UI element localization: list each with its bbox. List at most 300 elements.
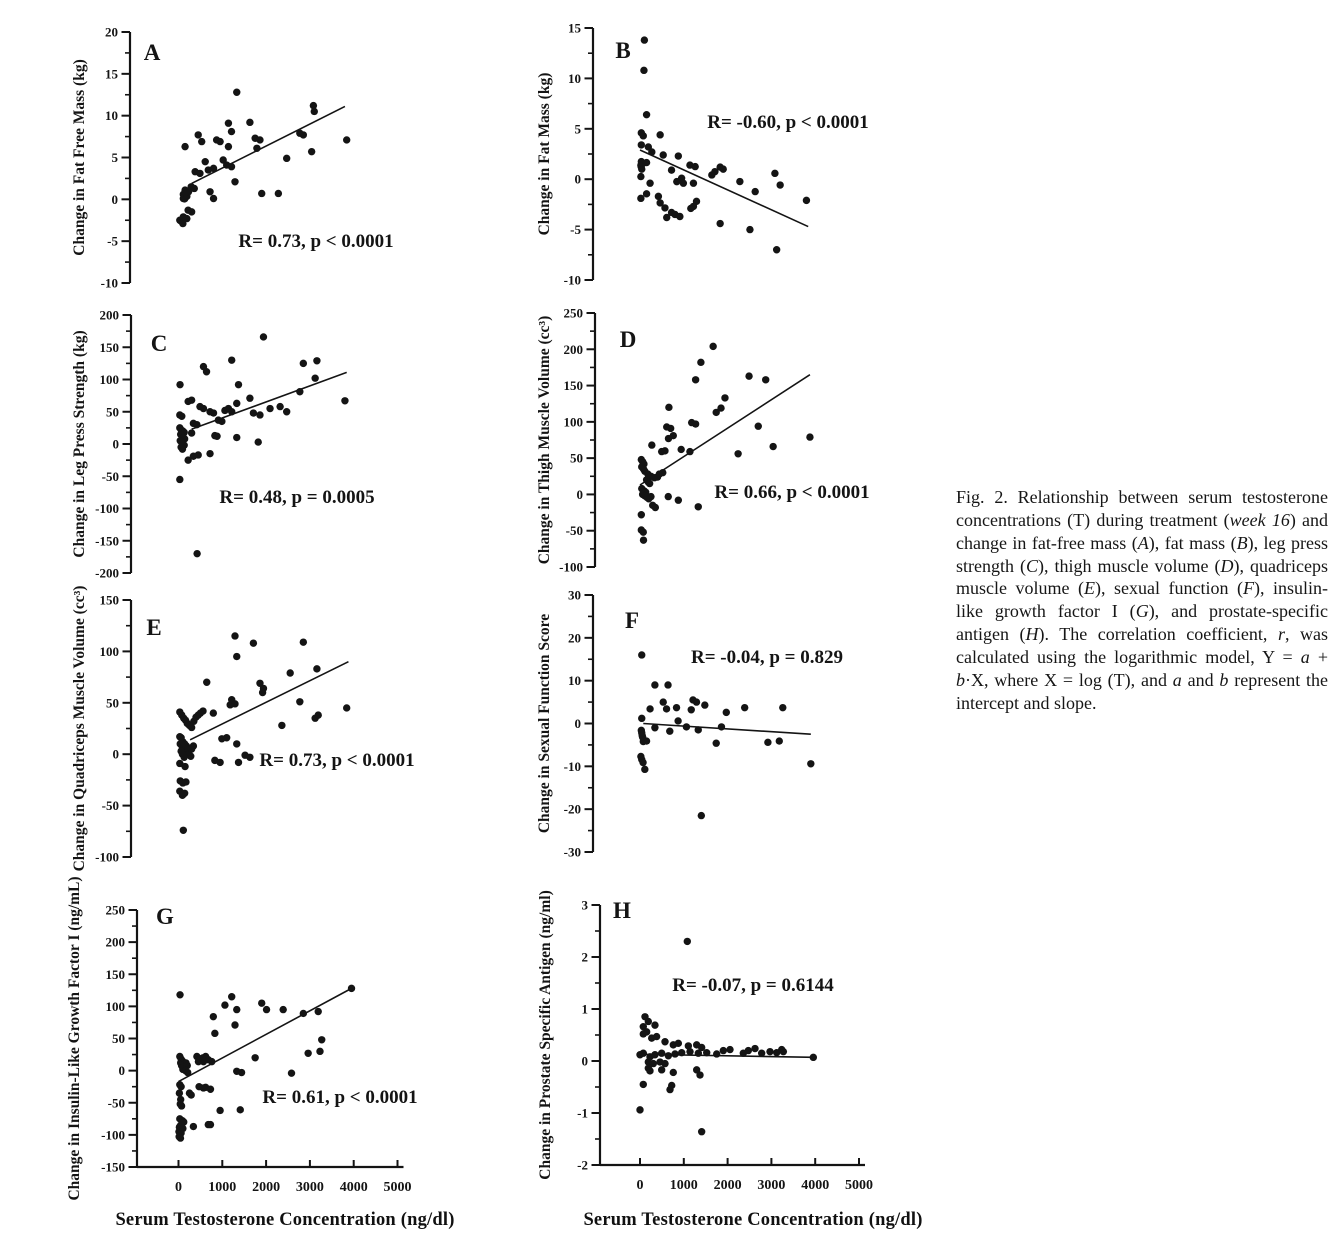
data-point [183, 215, 190, 222]
data-point [720, 165, 727, 172]
data-point [651, 681, 658, 688]
data-point [776, 737, 783, 744]
data-point [246, 119, 253, 126]
data-point [697, 359, 704, 366]
x-tick-label: 5000 [845, 1178, 873, 1193]
data-point [318, 1036, 325, 1043]
y-tick-label: 2 [581, 949, 588, 965]
x-tick-label: 5000 [383, 1180, 412, 1195]
data-point [177, 1083, 184, 1090]
data-point [200, 405, 207, 412]
data-point [716, 220, 723, 227]
data-point [745, 372, 752, 379]
scatter-points [638, 343, 814, 544]
y-tick-label: 0 [118, 1063, 125, 1079]
data-point [182, 189, 189, 196]
data-point [663, 705, 670, 712]
data-point [233, 89, 240, 96]
data-point [283, 155, 290, 162]
data-point [213, 433, 220, 440]
data-point [690, 180, 697, 187]
data-point [176, 1089, 183, 1096]
panel-g [66, 876, 418, 1200]
caption-segment: and [1181, 669, 1220, 690]
data-point [723, 709, 730, 716]
data-point [196, 170, 203, 177]
y-tick-label: 1 [581, 1001, 588, 1017]
data-point [231, 1021, 238, 1028]
data-point [686, 448, 693, 455]
data-point [233, 434, 240, 441]
data-point [664, 681, 671, 688]
data-point [246, 395, 253, 402]
data-point [238, 1069, 245, 1076]
figure-caption [956, 486, 1328, 715]
y-tick-label: 200 [99, 307, 119, 323]
data-point [190, 1123, 197, 1130]
y-tick-label: -10 [563, 758, 581, 774]
data-point [228, 993, 235, 1000]
panel-letter: A [143, 40, 161, 65]
data-point [807, 760, 814, 767]
data-point [176, 991, 183, 998]
data-point [663, 214, 670, 221]
data-point [676, 213, 683, 220]
data-point [233, 400, 240, 407]
data-point [206, 450, 213, 457]
y-tick-label: -100 [559, 559, 583, 575]
data-point [640, 1030, 647, 1037]
data-point [648, 441, 655, 448]
data-point [806, 433, 813, 440]
data-point [231, 178, 238, 185]
data-point [755, 423, 762, 430]
data-point [651, 1051, 658, 1058]
data-point [769, 443, 776, 450]
data-point [675, 152, 682, 159]
data-point [762, 376, 769, 383]
data-point [666, 728, 673, 735]
data-point [638, 141, 645, 148]
y-tick-label: -1 [577, 1105, 588, 1121]
data-point [658, 1066, 665, 1073]
data-point [187, 753, 194, 760]
data-point [300, 131, 307, 138]
y-tick-label: -50 [101, 468, 119, 484]
data-point [638, 715, 645, 722]
data-point [692, 420, 699, 427]
caption-segment: ), sexual function ( [1095, 578, 1243, 599]
data-point [180, 754, 187, 761]
data-point [211, 1030, 218, 1037]
data-point [646, 480, 653, 487]
data-point [640, 1081, 647, 1088]
data-point [721, 394, 728, 401]
y-tick-label: 150 [563, 378, 583, 394]
correlation-annotation: R= 0.73, p < 0.0001 [259, 750, 415, 771]
caption-segment: Fig. 2. Relationship between serum testosterone concentrations (T) during treatment ( [956, 487, 1328, 530]
data-point [658, 1050, 665, 1057]
y-tick-label: 5 [574, 121, 581, 137]
data-point [225, 119, 232, 126]
data-point [193, 421, 200, 428]
caption-segment: + [1309, 647, 1328, 668]
data-point [668, 166, 675, 173]
data-point [665, 493, 672, 500]
x-tick-label: 1000 [669, 1178, 698, 1193]
x-tick-label: 0 [175, 1180, 182, 1195]
data-point [207, 1086, 214, 1093]
data-point [638, 511, 645, 518]
data-point [758, 1050, 765, 1057]
data-point [188, 1091, 195, 1098]
y-tick-label: 100 [105, 998, 125, 1014]
correlation-annotation: R= 0.66, p < 0.0001 [714, 482, 870, 503]
y-tick-label: 100 [99, 372, 119, 387]
data-point [177, 1134, 184, 1141]
y-tick-label: -50 [107, 1095, 125, 1111]
data-point [661, 204, 668, 211]
caption-segment: ), and prostate-specific antigen ( [956, 601, 1328, 645]
y-tick-label: 0 [581, 1053, 588, 1069]
data-point [636, 1106, 643, 1113]
x-tick-label: 3000 [757, 1178, 786, 1193]
data-point [231, 632, 238, 639]
data-point [655, 193, 662, 200]
y-tick-label: 0 [112, 436, 119, 452]
data-point [773, 246, 780, 253]
data-point [188, 396, 195, 403]
y-tick-label: 10 [105, 108, 118, 124]
caption-italic-segment: b [956, 669, 965, 690]
data-point [188, 429, 195, 436]
data-point [198, 138, 205, 145]
caption-segment: ), quadriceps muscle volume ( [956, 555, 1329, 599]
y-axis-title: Change in Thigh Muscle Volume (cc³) [536, 315, 553, 565]
y-tick-label: -2 [577, 1157, 588, 1173]
caption-segment: represent the intercept and slope. [956, 669, 1329, 713]
caption-segment: , was calculated using the logarithmic model, Y = [956, 624, 1328, 668]
y-tick-label: -5 [570, 222, 581, 238]
data-point [780, 1048, 787, 1055]
correlation-annotation: R= -0.60, p < 0.0001 [707, 112, 869, 133]
data-point [776, 181, 783, 188]
data-point [691, 163, 698, 170]
caption-italic-segment: a [1172, 669, 1182, 690]
y-axis-title: Change in Quadriceps Muscle Volume (cc³) [71, 585, 88, 872]
data-point [233, 740, 240, 747]
data-point [300, 638, 307, 645]
data-point [640, 536, 647, 543]
data-point [181, 790, 188, 797]
data-point [210, 1013, 217, 1020]
correlation-annotation: R= -0.04, p = 0.829 [690, 647, 844, 668]
data-point [698, 1128, 705, 1135]
data-point [640, 67, 647, 74]
data-point [260, 333, 267, 340]
y-tick-label: 3 [581, 897, 588, 913]
panel-letter: F [624, 608, 640, 633]
data-point [203, 368, 210, 375]
data-point [709, 343, 716, 350]
y-tick-label: 200 [563, 341, 583, 357]
y-tick-label: -200 [95, 565, 119, 581]
y-tick-label: 5 [111, 150, 118, 165]
data-point [228, 408, 235, 415]
panel-letter: D [619, 327, 637, 352]
data-point [313, 357, 320, 364]
data-point [741, 704, 748, 711]
data-point [250, 409, 257, 416]
correlation-annotation: R= 0.61, p < 0.0001 [262, 1087, 418, 1108]
data-point [316, 1048, 323, 1055]
data-point [643, 190, 650, 197]
caption-italic-segment: F [1242, 578, 1254, 599]
caption-segment: ·X, where X = log (T), and [965, 669, 1173, 690]
caption-italic-segment: G [1135, 601, 1149, 622]
panel-b [536, 21, 869, 288]
data-point [718, 723, 725, 730]
panel-letter: G [156, 904, 174, 929]
data-point [206, 188, 213, 195]
data-point [300, 1010, 307, 1017]
data-point [766, 1048, 773, 1055]
data-point [660, 698, 667, 705]
data-point [639, 759, 646, 766]
data-point [693, 698, 700, 705]
data-point [648, 148, 655, 155]
data-point [673, 178, 680, 185]
data-point [661, 1060, 668, 1067]
data-point [701, 701, 708, 708]
data-point [276, 403, 283, 410]
x-tick-label: 2000 [713, 1178, 742, 1193]
data-point [651, 724, 658, 731]
scatter-points [637, 651, 814, 819]
panel-letter: C [150, 331, 168, 356]
data-point [286, 669, 293, 676]
y-tick-label: 20 [568, 630, 581, 646]
data-point [177, 734, 184, 741]
y-tick-label: -5 [107, 233, 118, 249]
y-tick-label: 15 [105, 66, 118, 82]
data-point [210, 709, 217, 716]
data-point [235, 381, 242, 388]
caption-italic-segment: r [1277, 624, 1285, 645]
data-point [779, 704, 786, 711]
data-point [637, 173, 644, 180]
data-point [680, 180, 687, 187]
correlation-annotation: R= 0.73, p < 0.0001 [238, 231, 394, 252]
data-point [745, 1047, 752, 1054]
y-tick-label: -50 [565, 523, 583, 539]
data-point [343, 136, 350, 143]
data-point [734, 450, 741, 457]
data-point [736, 178, 743, 185]
data-point [205, 166, 212, 173]
y-tick-label: 50 [106, 404, 119, 420]
data-point [304, 1050, 311, 1057]
y-tick-label: 0 [574, 716, 581, 731]
panel-f [536, 588, 843, 860]
data-point [308, 148, 315, 155]
data-point [675, 1040, 682, 1047]
y-axis-title: Change in Leg Press Strength (kg) [71, 330, 88, 558]
data-point [195, 451, 202, 458]
data-point [188, 208, 195, 215]
data-point [210, 195, 217, 202]
scatter-points [176, 333, 349, 557]
data-point [667, 425, 674, 432]
data-point [256, 136, 263, 143]
caption-italic-segment: b [1219, 669, 1229, 690]
data-point [184, 1069, 191, 1076]
data-point [279, 1006, 286, 1013]
data-point [646, 705, 653, 712]
data-point [810, 1054, 817, 1061]
caption-italic-segment: C [1026, 555, 1039, 576]
y-tick-label: 15 [568, 20, 581, 36]
caption-italic-segment: D [1220, 555, 1234, 576]
y-tick-label: 0 [576, 486, 583, 502]
data-point [673, 704, 680, 711]
data-point [666, 1086, 673, 1093]
data-point [636, 1051, 643, 1058]
y-tick-label: -10 [563, 272, 581, 288]
data-point [246, 754, 253, 761]
data-point [263, 1006, 270, 1013]
data-point [235, 759, 242, 766]
data-point [193, 550, 200, 557]
data-point [696, 1071, 703, 1078]
y-tick-label: -100 [95, 849, 119, 865]
data-point [181, 143, 188, 150]
data-point [665, 404, 672, 411]
data-point [176, 476, 183, 483]
data-point [228, 163, 235, 170]
data-point [315, 711, 322, 718]
data-point [218, 418, 225, 425]
data-point [665, 1052, 672, 1059]
data-point [656, 131, 663, 138]
data-point [678, 1049, 685, 1056]
data-point [228, 356, 235, 363]
y-axis-title: Change in Sexual Function Score [536, 613, 553, 834]
y-axis-title: Change in Fat Free Mass (kg) [71, 59, 88, 256]
y-tick-label: 30 [568, 587, 581, 603]
data-point [771, 170, 778, 177]
data-point [713, 1050, 720, 1057]
data-point [671, 1050, 678, 1057]
data-point [296, 388, 303, 395]
data-point [726, 1046, 733, 1053]
y-tick-label: -20 [563, 801, 581, 817]
y-tick-label: 50 [106, 695, 119, 711]
y-tick-label: -100 [95, 501, 119, 516]
data-point [674, 717, 681, 724]
data-point [207, 1121, 214, 1128]
data-point [695, 726, 702, 733]
data-point [646, 180, 653, 187]
data-point [259, 689, 266, 696]
y-axis-title: Change in Prostate Specific Antigen (ng/ml) [537, 890, 554, 1180]
data-point [199, 707, 206, 714]
data-point [190, 742, 197, 749]
data-point [216, 138, 223, 145]
y-tick-label: 10 [568, 70, 581, 86]
y-tick-label: 250 [105, 902, 125, 918]
y-tick-label: -30 [563, 844, 581, 860]
data-point [659, 469, 666, 476]
y-tick-label: -50 [101, 798, 119, 814]
data-point [202, 158, 209, 165]
data-point [695, 1050, 702, 1057]
panel-h [537, 890, 873, 1193]
x-tick-label: 2000 [252, 1180, 281, 1195]
x-tick-label: 4000 [339, 1180, 368, 1195]
data-point [643, 111, 650, 118]
panel-letter: B [615, 38, 631, 63]
data-point [803, 197, 810, 204]
data-point [278, 722, 285, 729]
caption-segment: ). The correlation coefficient, [1038, 624, 1278, 645]
caption-italic-segment: H [1025, 624, 1039, 645]
data-point [275, 190, 282, 197]
correlation-annotation: R= -0.07, p = 0.6144 [672, 975, 834, 996]
caption-italic-segment: week 16 [1229, 509, 1290, 530]
scatter-points [175, 985, 355, 1142]
data-point [237, 1106, 244, 1113]
data-point [641, 766, 648, 773]
panel-d [536, 306, 870, 575]
data-point [176, 381, 183, 388]
data-point [720, 1047, 727, 1054]
y-tick-label: 50 [570, 450, 583, 466]
data-point [300, 360, 307, 367]
data-point [661, 447, 668, 454]
data-point [221, 1001, 228, 1008]
panel-letter: H [613, 898, 631, 923]
data-point [688, 706, 695, 713]
data-point [652, 504, 659, 511]
data-point [670, 432, 677, 439]
data-point [640, 132, 647, 139]
panel-a [71, 25, 394, 291]
data-point [288, 1069, 295, 1076]
data-point [686, 1048, 693, 1055]
data-point [266, 405, 273, 412]
data-point [233, 653, 240, 660]
data-point [640, 528, 647, 535]
data-point [195, 131, 202, 138]
data-point [683, 723, 690, 730]
data-point [764, 739, 771, 746]
data-point [231, 700, 238, 707]
data-point [713, 740, 720, 747]
data-point [698, 812, 705, 819]
caption-italic-segment: a [1300, 647, 1310, 668]
data-point [661, 1038, 668, 1045]
data-point [223, 734, 230, 741]
data-point [315, 1008, 322, 1015]
scatter-points [176, 89, 350, 228]
data-point [258, 999, 265, 1006]
y-tick-label: 0 [574, 171, 581, 187]
y-tick-label: 150 [99, 592, 119, 608]
data-point [313, 665, 320, 672]
caption-italic-segment: E [1084, 578, 1095, 599]
data-point [675, 497, 682, 504]
